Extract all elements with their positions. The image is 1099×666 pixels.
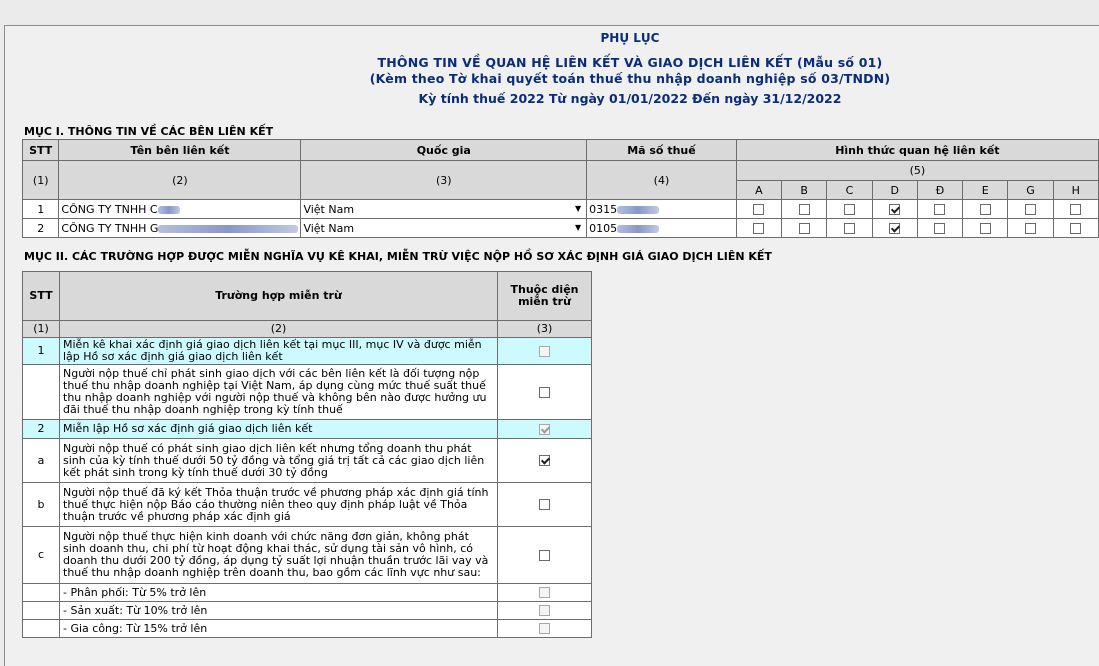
colnum-5: (5) bbox=[736, 161, 1098, 181]
party-row bbox=[23, 219, 1099, 238]
section1-title: MỤC I. THÔNG TIN VỀ CÁC BÊN LIÊN KẾT bbox=[24, 125, 274, 138]
col-name-header: Tên bên liên kết bbox=[59, 140, 301, 161]
row-text: - Phân phối: Từ 5% trở lên bbox=[60, 584, 498, 602]
row-stt: b bbox=[23, 483, 60, 527]
row-text: Người nộp thuế thực hiện kinh doanh với chức năng đơn giản, không phát sinh doanh thu, chi phí từ hoạt động khai thác, sử dụng tài sản vô hình, có doanh thu dưới 200 tỷ đồng, áp dụng tỷ suất lợi nhuận thuần trước lãi vay và thuế thu nhập doanh nghiệp trên doanh thu, bao gồm các lĩnh vực như sau: bbox=[60, 527, 498, 584]
exemption-row bbox=[23, 483, 592, 527]
checkbox-icon[interactable] bbox=[934, 223, 945, 234]
letter-a: A bbox=[736, 181, 781, 200]
exempt-checkbox[interactable] bbox=[498, 602, 592, 620]
related-parties-table bbox=[22, 139, 1099, 238]
exempt-checkbox[interactable] bbox=[498, 420, 592, 439]
redacted-mark bbox=[158, 225, 298, 233]
relation-h-checkbox[interactable] bbox=[1053, 219, 1098, 238]
checkbox-icon[interactable] bbox=[1025, 223, 1036, 234]
checkbox-icon[interactable] bbox=[799, 204, 810, 215]
exemption-row bbox=[23, 602, 592, 620]
page-subtitle: THÔNG TIN VỀ QUAN HỆ LIÊN KẾT VÀ GIAO DỊCH LIÊN KẾT (Mẫu số 01) bbox=[377, 55, 883, 70]
colnum-4: (4) bbox=[587, 161, 737, 200]
colnum-1: (1) bbox=[23, 161, 59, 200]
checkbox-icon[interactable] bbox=[799, 223, 810, 234]
colnum-3: (3) bbox=[498, 321, 592, 338]
dropdown-arrow-icon[interactable]: ▼ bbox=[575, 223, 582, 232]
row-stt: c bbox=[23, 527, 60, 584]
exempt-checkbox[interactable] bbox=[498, 483, 592, 527]
checkbox-icon[interactable] bbox=[1070, 223, 1081, 234]
relation-e-checkbox[interactable] bbox=[963, 219, 1008, 238]
redacted-mark bbox=[617, 206, 659, 214]
checkbox-icon[interactable] bbox=[980, 223, 991, 234]
checkbox-icon[interactable] bbox=[980, 204, 991, 215]
relation-b-checkbox[interactable] bbox=[782, 200, 827, 219]
relation-c-checkbox[interactable] bbox=[827, 200, 872, 219]
row-text: Miễn lập Hồ sơ xác định giá giao dịch liên kết bbox=[60, 420, 498, 439]
row-text: Miễn kê khai xác định giá giao dịch liên kết tại mục III, mục IV và được miễn lập Hồ sơ xác định giá giao dịch liên kết bbox=[60, 338, 498, 365]
exemption-row bbox=[23, 420, 592, 439]
checkbox-icon[interactable] bbox=[753, 204, 764, 215]
exemption-row bbox=[23, 338, 592, 365]
col-tax-header: Mã số thuế bbox=[587, 140, 737, 161]
checkbox-icon[interactable] bbox=[539, 499, 550, 510]
exemption-row bbox=[23, 620, 592, 638]
exempt-checkbox[interactable] bbox=[498, 439, 592, 483]
party-name-input[interactable] bbox=[59, 200, 301, 219]
exemption-table bbox=[22, 271, 592, 638]
row-text: - Gia công: Từ 15% trở lên bbox=[60, 620, 498, 638]
checkbox-icon[interactable] bbox=[1025, 204, 1036, 215]
row-stt: 2 bbox=[23, 420, 60, 439]
exemption-row bbox=[23, 439, 592, 483]
relation-b-checkbox[interactable] bbox=[782, 219, 827, 238]
colnum-2: (2) bbox=[60, 321, 498, 338]
row-stt: 2 bbox=[23, 219, 59, 238]
col-stt-header: STT bbox=[23, 140, 59, 161]
col-exempt-header: Thuộc diện miễn trừ bbox=[498, 272, 592, 321]
party-row bbox=[23, 200, 1099, 219]
checkbox-icon[interactable] bbox=[934, 204, 945, 215]
colnum-3: (3) bbox=[301, 161, 587, 200]
tax-code-text: 0105 bbox=[589, 221, 618, 235]
redacted-mark bbox=[158, 206, 180, 214]
checkbox-icon[interactable] bbox=[844, 204, 855, 215]
col-relation-header: Hình thức quan hệ liên kết bbox=[736, 140, 1098, 161]
row-stt bbox=[23, 602, 60, 620]
row-text: Người nộp thuế có phát sinh giao dịch liên kết nhưng tổng doanh thu phát sinh của kỳ tính thuế dưới 50 tỷ đồng và tổng giá trị tất cả các giao dịch liên kết phát sinh trong kỳ tính thuế dưới 30 tỷ đồng bbox=[60, 439, 498, 483]
letter-h: H bbox=[1053, 181, 1098, 200]
party-name-text: CÔNG TY TNHH C bbox=[61, 202, 158, 216]
relation-g-checkbox[interactable] bbox=[1008, 219, 1053, 238]
exemption-row bbox=[23, 584, 592, 602]
country-select[interactable] bbox=[301, 200, 587, 219]
row-stt: 1 bbox=[23, 338, 60, 365]
relation-d-checkbox[interactable] bbox=[872, 219, 917, 238]
checkbox-icon[interactable] bbox=[844, 223, 855, 234]
party-name-text: CÔNG TY TNHH G bbox=[61, 221, 159, 235]
checkbox-icon[interactable] bbox=[1070, 204, 1081, 215]
row-stt: 1 bbox=[23, 200, 59, 219]
redacted-mark bbox=[617, 225, 659, 233]
relation-c-checkbox[interactable] bbox=[827, 219, 872, 238]
row-stt bbox=[23, 365, 60, 420]
letter-d: D bbox=[872, 181, 917, 200]
col-country-header: Quốc gia bbox=[301, 140, 587, 161]
exempt-checkbox[interactable] bbox=[498, 620, 592, 638]
row-text: Người nộp thuế đã ký kết Thỏa thuận trước về phương pháp xác định giá tính thuế thực hiện nộp Báo cáo thường niên theo quy định pháp luật về Thỏa thuận trước về phương pháp xác định giá bbox=[60, 483, 498, 527]
checkbox-icon[interactable] bbox=[539, 623, 550, 634]
letter-dd: Đ bbox=[917, 181, 962, 200]
colnum-1: (1) bbox=[23, 321, 60, 338]
exempt-checkbox[interactable] bbox=[498, 584, 592, 602]
tax-code-text: 0315 bbox=[589, 202, 618, 216]
exempt-checkbox[interactable] bbox=[498, 365, 592, 420]
exempt-checkbox[interactable] bbox=[498, 527, 592, 584]
checkbox-icon[interactable] bbox=[539, 587, 550, 598]
letter-e: E bbox=[963, 181, 1008, 200]
letter-c: C bbox=[827, 181, 872, 200]
checkbox-checked-icon[interactable] bbox=[539, 455, 550, 466]
letter-g: G bbox=[1008, 181, 1053, 200]
country-value: Việt Nam bbox=[303, 202, 355, 216]
checkbox-icon[interactable] bbox=[539, 550, 550, 561]
checkbox-icon[interactable] bbox=[753, 223, 764, 234]
row-stt bbox=[23, 584, 60, 602]
exemption-row bbox=[23, 527, 592, 584]
checkbox-checked-icon[interactable] bbox=[889, 223, 900, 234]
relation-g-checkbox[interactable] bbox=[1008, 200, 1053, 219]
relation-dd-checkbox[interactable] bbox=[917, 219, 962, 238]
checkbox-icon[interactable] bbox=[539, 605, 550, 616]
col-stt-header: STT bbox=[23, 272, 60, 321]
dropdown-arrow-icon[interactable]: ▼ bbox=[575, 204, 582, 213]
checkbox-checked-icon[interactable] bbox=[889, 204, 900, 215]
relation-e-checkbox[interactable] bbox=[963, 200, 1008, 219]
row-stt bbox=[23, 620, 60, 638]
relation-a-checkbox[interactable] bbox=[736, 200, 781, 219]
relation-dd-checkbox[interactable] bbox=[917, 200, 962, 219]
checkbox-icon[interactable] bbox=[539, 346, 550, 357]
page-note: (Kèm theo Tờ khai quyết toán thuế thu nhập doanh nghiệp số 03/TNDN) bbox=[369, 71, 891, 86]
exempt-checkbox[interactable] bbox=[498, 338, 592, 365]
tax-period: Kỳ tính thuế 2022 Từ ngày 01/01/2022 Đến ngày 31/12/2022 bbox=[418, 91, 842, 106]
tax-code-input[interactable] bbox=[587, 200, 737, 219]
relation-d-checkbox[interactable] bbox=[872, 200, 917, 219]
tax-code-input[interactable] bbox=[587, 219, 737, 238]
col-case-header: Trường hợp miễn trừ bbox=[60, 272, 498, 321]
top-strip bbox=[0, 0, 1099, 24]
colnum-2: (2) bbox=[59, 161, 301, 200]
row-text: Người nộp thuế chỉ phát sinh giao dịch với các bên liên kết là đối tượng nộp thuế thu nhập doanh nghiệp tại Việt Nam, áp dụng cùng mức thuế suất thuế thu nhập doanh nghiệp với người nộp thuế và không bên nào được hưởng ưu đãi thuế thu nhập doanh nghiệp trong kỳ tính thuế bbox=[60, 365, 498, 420]
checkbox-icon[interactable] bbox=[539, 387, 550, 398]
page-title: PHỤ LỤC bbox=[600, 31, 660, 45]
relation-h-checkbox[interactable] bbox=[1053, 200, 1098, 219]
exemption-row bbox=[23, 365, 592, 420]
letter-b: B bbox=[782, 181, 827, 200]
row-text: - Sản xuất: Từ 10% trở lên bbox=[60, 602, 498, 620]
country-select[interactable] bbox=[301, 219, 587, 238]
row-stt: a bbox=[23, 439, 60, 483]
checkbox-checked-icon[interactable] bbox=[539, 424, 550, 435]
country-value: Việt Nam bbox=[303, 221, 355, 235]
relation-a-checkbox[interactable] bbox=[736, 219, 781, 238]
party-name-input[interactable] bbox=[59, 219, 301, 238]
section2-title: MỤC II. CÁC TRƯỜNG HỢP ĐƯỢC MIỄN NGHĨA VỤ KÊ KHAI, MIỄN TRỪ VIỆC NỘP HỒ SƠ XÁC ĐỊNH GIÁ GIAO DỊCH LIÊN KẾT bbox=[24, 250, 772, 263]
